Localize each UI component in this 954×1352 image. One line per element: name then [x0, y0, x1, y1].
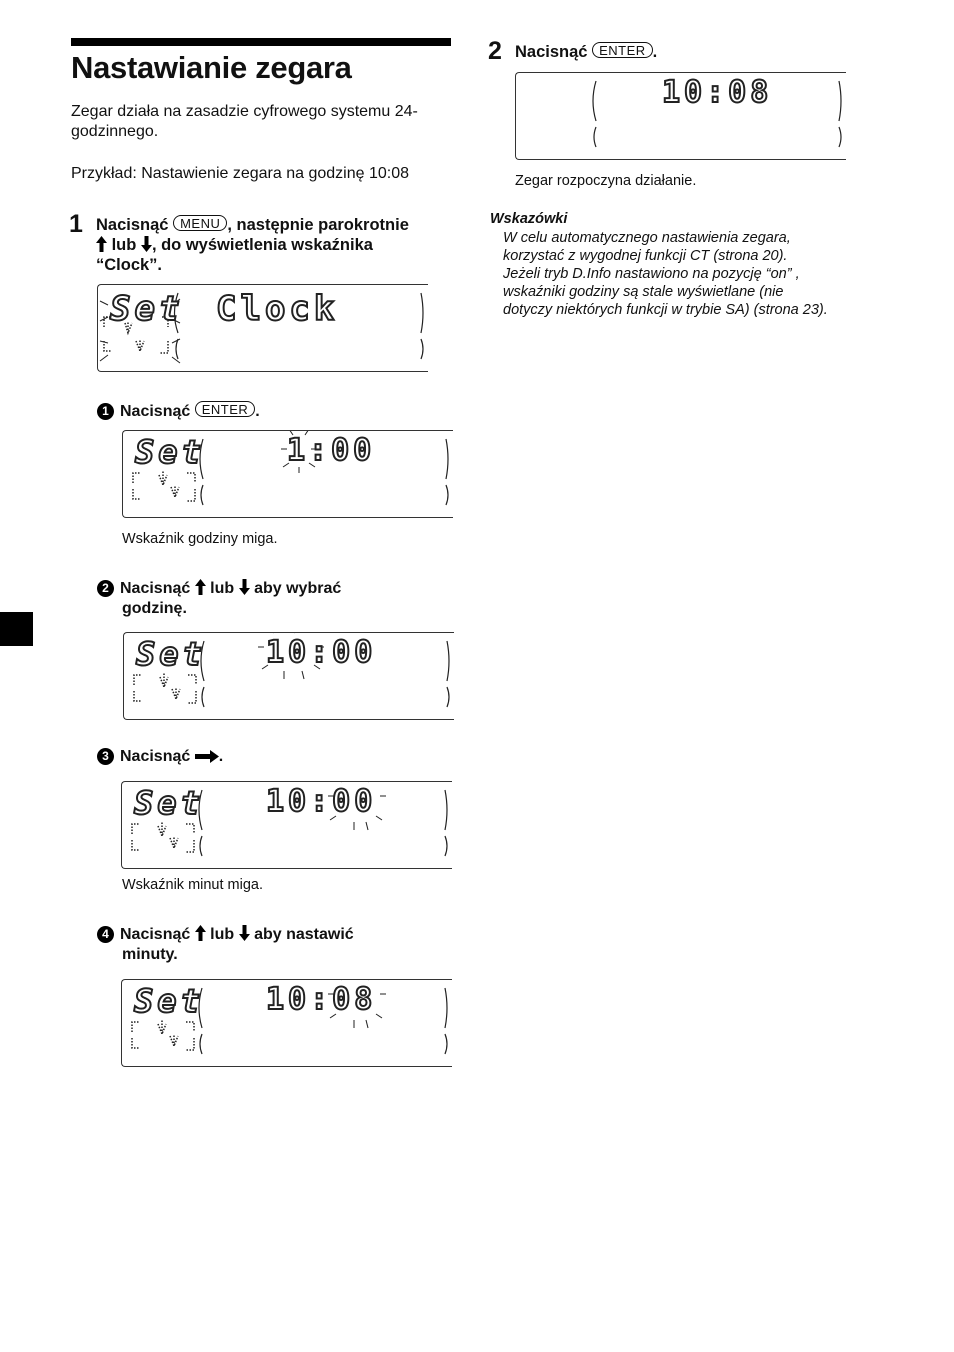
menu-key: MENU: [173, 215, 227, 231]
substep-1-text-b: .: [255, 403, 260, 420]
hint-line: korzystać z wygodnej funkcji CT (strona 20).: [503, 248, 788, 264]
step-1-text: [96, 215, 456, 275]
intro-text: Zegar działa na zasadzie cyfrowego systemu 24-godzinnego.: [71, 103, 418, 140]
enter-key-1: ENTER: [195, 401, 256, 417]
step-1-part2: , następnie parokrotnie: [227, 216, 409, 234]
substep-2-text: [97, 579, 427, 619]
substep-3-marker: 3: [97, 748, 114, 765]
substep-1-text: [97, 401, 260, 422]
display-substep-3: [121, 781, 452, 869]
display-substep-4: [121, 979, 452, 1067]
substep-2-text-b: lub: [210, 580, 235, 597]
display-4-time: 10:08: [266, 982, 377, 1017]
hint-line: dotyczy niektórych funkcji w trybie SA) (strona 23).: [503, 302, 828, 318]
step-2-number: 2: [488, 37, 502, 65]
substep-1-text-a: Nacisnąć: [120, 403, 191, 420]
substep-4-text-d: minuty.: [122, 946, 178, 963]
section-tab-marker: [0, 612, 33, 646]
substep-4-marker: 4: [97, 926, 114, 943]
display-3-time: 10:00: [266, 784, 377, 819]
display-2-time: 10:00: [266, 635, 377, 670]
substep-2-text-c: aby wybrać: [254, 580, 342, 597]
hint-line: W celu automatycznego nastawienia zegara,: [503, 230, 791, 246]
step-2-text-b: .: [652, 43, 658, 61]
step-2-text-a: Nacisnąć: [515, 43, 588, 61]
display-left-text: Set: [110, 289, 184, 329]
step-1-number: 1: [69, 210, 83, 238]
substep-4-text: [97, 925, 427, 965]
hints-body: [503, 229, 883, 319]
substep-4-text-c: aby nastawić: [254, 926, 354, 943]
substep-1-marker: 1: [97, 403, 114, 420]
step-1-part4: , do wyświetlenia wskaźnika: [151, 236, 373, 254]
up-arrow-icon: [195, 925, 206, 941]
display-3-left: Set: [134, 784, 204, 822]
substep-2-text-d: godzinę.: [122, 600, 187, 617]
display-2-left: Set: [136, 635, 206, 673]
step-1-part5: “Clock”.: [96, 256, 163, 274]
down-arrow-icon: [141, 236, 152, 252]
display-4-left: Set: [134, 982, 204, 1020]
substep-3-text-a: Nacisnąć: [120, 748, 191, 765]
step-1-part3: lub: [111, 236, 137, 254]
page-title: Nastawianie zegara: [71, 50, 352, 85]
display-substep-1: [122, 430, 453, 518]
up-arrow-icon: [195, 579, 206, 595]
enter-key-2: ENTER: [592, 42, 653, 58]
substep-3-text-b: .: [218, 748, 224, 765]
display-step-2: [515, 72, 846, 160]
right-arrow-icon: [195, 750, 219, 763]
down-arrow-icon: [239, 925, 250, 941]
substep-4-text-b: lub: [210, 926, 235, 943]
substep-3-text: [97, 747, 223, 767]
hints-title: Wskazówki: [490, 211, 568, 227]
step-2-caption: Zegar rozpoczyna działanie.: [515, 173, 697, 189]
display-1-left: Set: [135, 433, 205, 471]
hint-line: wskaźniki godziny są stale wyświetlane (nie: [503, 284, 784, 300]
substep-1-caption: Wskaźnik godziny miga.: [122, 531, 278, 547]
hint-line: Jeżeli tryb D.Info nastawiono na pozycję “on” ,: [503, 266, 800, 282]
display-substep-2: [123, 632, 454, 720]
display-set-clock: [97, 284, 428, 372]
up-arrow-icon: [96, 236, 107, 252]
step-2-text: [515, 42, 657, 62]
down-arrow-icon: [239, 579, 250, 595]
title-rule: [71, 38, 451, 46]
substep-3-caption: Wskaźnik minut miga.: [122, 877, 264, 893]
substep-4-text-a: Nacisnąć: [120, 926, 191, 943]
display-right-text: Clock: [216, 289, 339, 329]
display-1-time: 1:00: [287, 433, 376, 468]
display-step-2-time: 10:08: [662, 75, 773, 110]
step-1-part1: Nacisnąć: [96, 216, 169, 234]
example-text: Przykład: Nastawienie zegara na godzinę 10:08: [71, 165, 409, 182]
substep-2-text-a: Nacisnąć: [120, 580, 191, 597]
substep-2-marker: 2: [97, 580, 114, 597]
